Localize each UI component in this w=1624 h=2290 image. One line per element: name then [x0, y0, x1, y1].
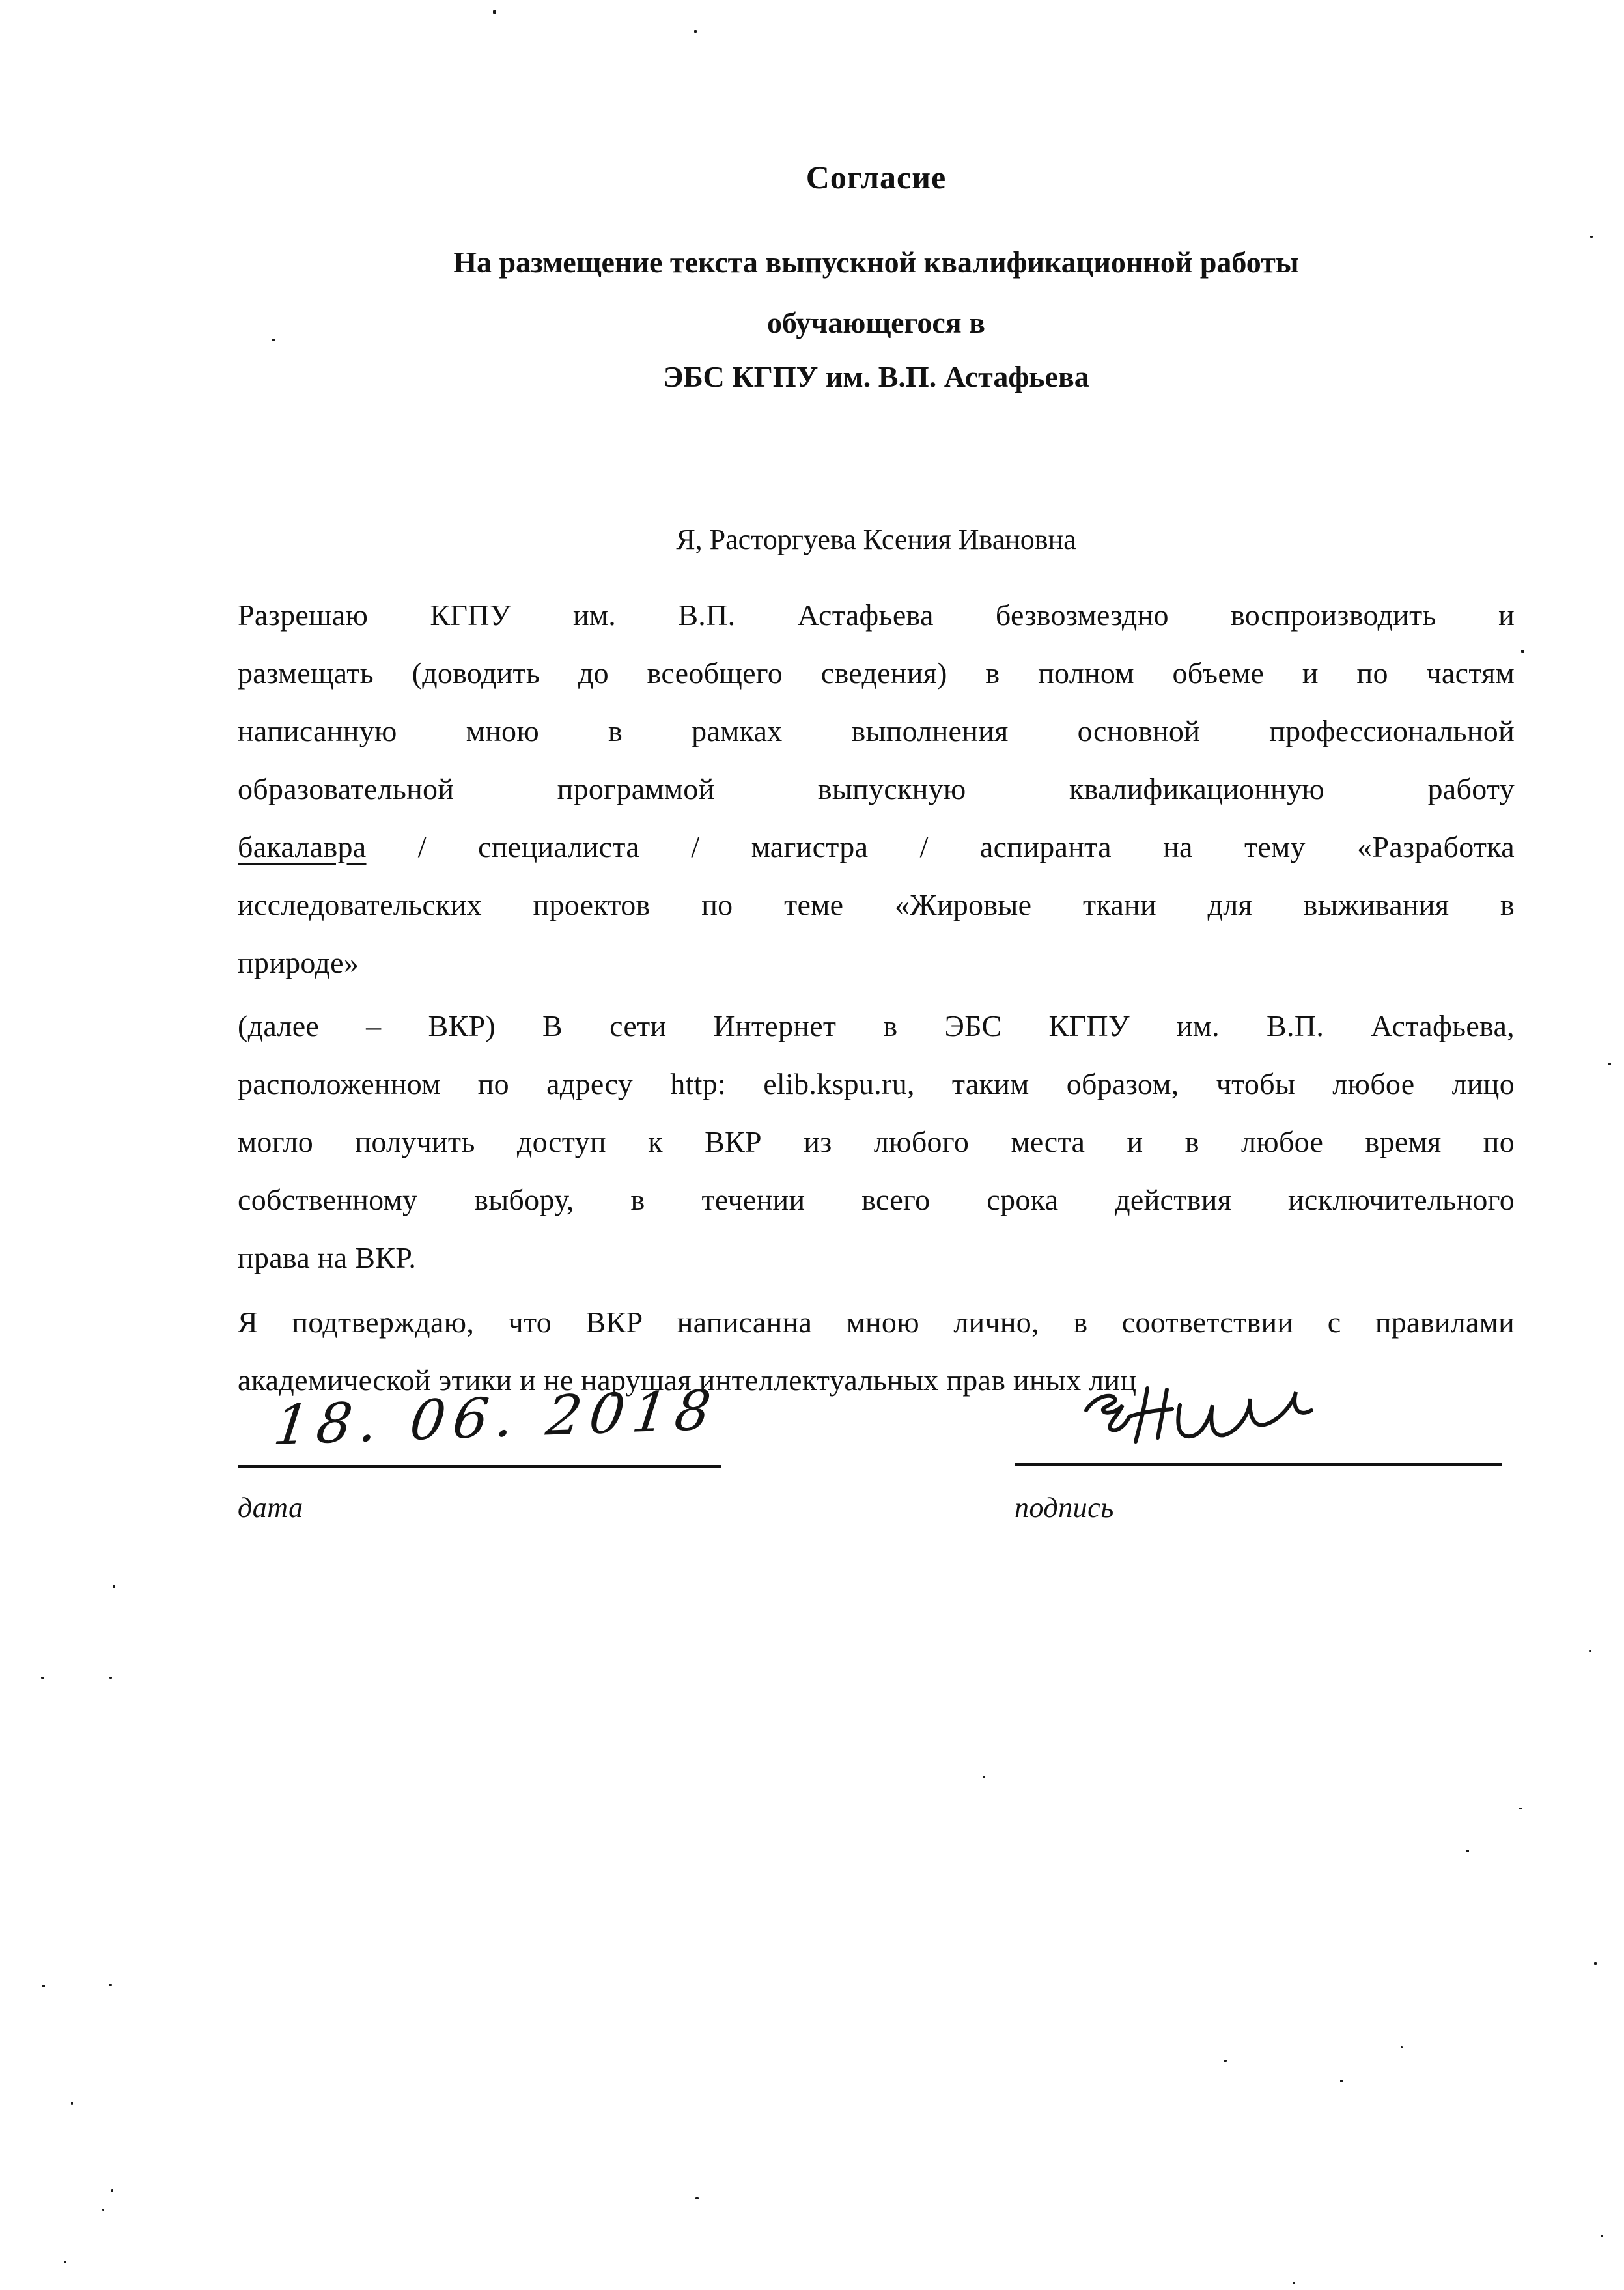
scan-noise-speck	[1466, 1850, 1469, 1852]
line-text: Разрешаю КГПУ им. В.П. Астафьева безвозмездно воспроизводить и	[238, 598, 1515, 632]
body-line	[238, 702, 1515, 760]
line-text: собственному выбору, в течении всего срока действия исключительного	[238, 1183, 1515, 1216]
scan-noise-speck	[42, 1985, 45, 1987]
line-text: написанную мною в рамках выполнения основной профессиональной	[238, 714, 1515, 747]
scan-noise-speck	[1594, 1962, 1597, 1965]
line-text: могло получить доступ к ВКР из любого места и в любое время по	[238, 1125, 1515, 1158]
scan-noise-speck	[109, 1984, 112, 1986]
signature-label: подпись	[1015, 1492, 1114, 1524]
signature-scribble-icon	[1060, 1373, 1334, 1470]
line-text: расположенном по адресу http: elib.kspu.ru, таким образом, чтобы любое лицо	[238, 1067, 1515, 1100]
body-line	[238, 644, 1515, 702]
body-line	[238, 1293, 1515, 1351]
scan-noise-speck	[1589, 1650, 1591, 1652]
scan-noise-speck	[695, 2197, 699, 2199]
line-text: академической этики и не нарушая интеллектуальных прав иных лиц	[238, 1363, 1137, 1397]
body-line	[238, 997, 1515, 1055]
date-label: дата	[238, 1492, 303, 1524]
scan-noise-speck	[1601, 2235, 1603, 2237]
underlined-word: бакалавра	[238, 830, 367, 863]
body-line	[238, 1171, 1515, 1229]
scan-noise-speck	[1590, 236, 1593, 238]
line-text: права на ВКР.	[238, 1241, 417, 1274]
scan-noise-speck	[109, 1677, 112, 1679]
line-text: образовательной программой выпускную квалификационную работу	[238, 772, 1515, 805]
line-text: природе»	[238, 946, 359, 979]
scan-noise-speck	[983, 1776, 985, 1778]
scan-noise-speck	[1608, 1063, 1611, 1065]
body-line	[238, 1055, 1515, 1113]
scan-noise-speck	[1293, 2282, 1295, 2284]
body-line	[238, 1113, 1515, 1171]
scan-noise-speck	[111, 2189, 113, 2192]
subtitle-line-2: обучающегося в	[767, 306, 985, 339]
scan-noise-speck	[64, 2261, 66, 2263]
scan-noise-speck	[493, 10, 496, 14]
body-line	[238, 760, 1515, 818]
body-paragraph-2	[238, 997, 1515, 1287]
scan-noise-speck	[113, 1585, 115, 1588]
scan-noise-speck	[1224, 2060, 1227, 2062]
body-line	[238, 818, 1515, 876]
body-paragraph-1	[238, 586, 1515, 992]
scan-noise-speck	[41, 1677, 44, 1679]
declarant-line: Я, Расторгуева Ксения Ивановна	[676, 524, 1076, 555]
scan-noise-speck	[272, 339, 275, 341]
line-text: исследовательских проектов по теме «Жировые ткани для выживания в	[238, 888, 1515, 921]
body-line	[238, 586, 1515, 644]
signature-underline	[1015, 1463, 1502, 1466]
handwritten-date: 18. 06. 2018	[270, 1378, 722, 1457]
line-text: Я подтверждаю, что ВКР написанна мною лично, в соответствии с правилами	[238, 1306, 1515, 1339]
subtitle-line-1: На размещение текста выпускной квалификационной работы	[453, 245, 1299, 279]
scan-noise-speck	[1519, 1808, 1522, 1809]
scan-noise-speck	[1340, 2080, 1343, 2082]
date-underline	[238, 1465, 721, 1468]
scan-noise-speck	[1401, 2046, 1403, 2048]
scan-noise-speck	[1521, 650, 1524, 653]
document-title: Согласие	[805, 159, 947, 195]
scan-noise-speck	[71, 2102, 73, 2105]
document-org-title: ЭБС КГПУ им. В.П. Астафьева	[663, 360, 1089, 393]
scan-noise-speck	[694, 30, 697, 33]
line-text: / специалиста / магистра / аспиранта на тему «Разработка	[366, 830, 1515, 863]
scan-noise-speck	[102, 2209, 104, 2211]
document-subtitle	[238, 232, 1515, 353]
body-line	[238, 876, 1515, 934]
line-text: (далее – ВКР) В сети Интернет в ЭБС КГПУ им. В.П. Астафьева,	[238, 1009, 1515, 1042]
line-text: размещать (доводить до всеобщего сведения) в полном объеме и по частям	[238, 656, 1515, 690]
